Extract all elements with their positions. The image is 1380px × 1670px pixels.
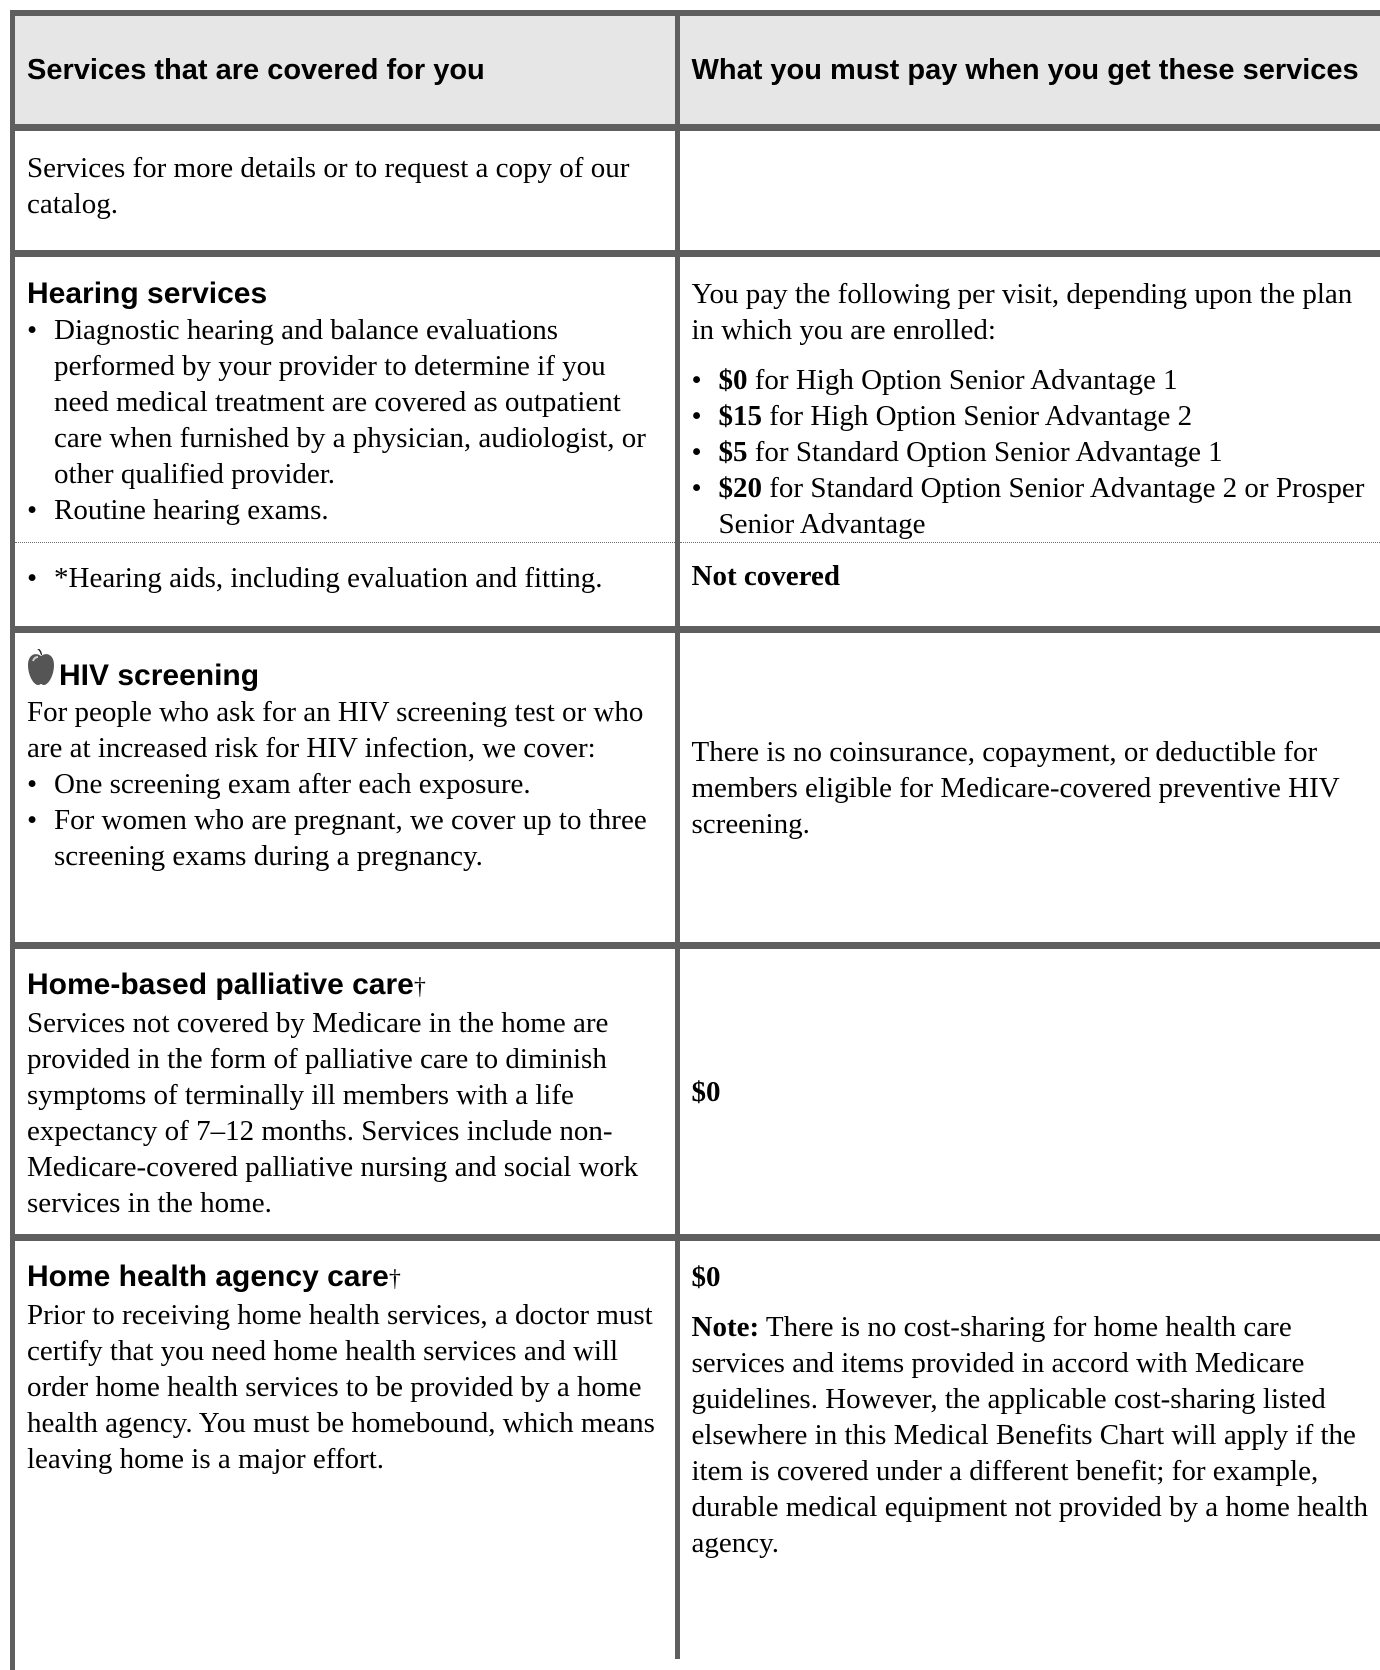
hearing-pay-cell — [677, 254, 1380, 543]
palliative-pay-cell — [677, 946, 1380, 1238]
hearing-title: Hearing services — [27, 276, 665, 312]
table-row-palliative — [15, 946, 1380, 1238]
list-item — [719, 434, 1380, 470]
hearing-aids-pay-cell — [677, 543, 1380, 630]
home-health-cell — [15, 1238, 677, 1660]
home-health-note — [692, 1309, 1380, 1561]
hearing-pay-intro: You pay the following per visit, depending upon the plan in which you are enrolled: — [692, 276, 1380, 348]
pay-amount: $5 — [719, 436, 748, 468]
table-row-hearing — [15, 254, 1380, 543]
list-item: • Diagnostic hearing and balance evaluations performed by your provider to determine if you need medical treatment are covered as outpatient care when furnished by a physician, audiologist, or other qualified provider. — [54, 312, 665, 492]
hearing-pay-list — [692, 362, 1380, 542]
pay-amount: $20 — [719, 472, 763, 504]
note-text: There is no cost-sharing for home health care services and items provided in accord with Medicare guidelines. However, the applicable cost-sharing listed elsewhere in this Medical Benefits Chart will apply if the item is covered under a different benefit; for example, durable medical equipment not provided by a home health agency. — [692, 1311, 1368, 1559]
hiv-pay-cell — [677, 630, 1380, 946]
pay-amount: $15 — [719, 400, 763, 432]
home-health-pay-cell — [677, 1238, 1380, 1660]
home-health-pay: $0 — [692, 1261, 721, 1293]
continuation-text: Services for more details or to request a copy of our catalog. — [27, 150, 665, 222]
pay-plan: for High Option Senior Advantage 2 — [762, 400, 1192, 432]
list-item — [719, 470, 1380, 542]
hearing-aids-cell — [15, 543, 677, 630]
continuation-cell — [15, 128, 677, 254]
list-item: • Routine hearing exams. — [54, 492, 665, 528]
pay-amount: $0 — [719, 364, 748, 396]
continuation-pay-cell — [677, 128, 1380, 254]
hiv-pay: There is no coinsurance, copayment, or deductible for members eligible for Medicare-covered preventive HIV screening. — [692, 734, 1380, 842]
table-row-hiv — [15, 630, 1380, 946]
hearing-bullets — [27, 312, 665, 528]
list-item — [719, 362, 1380, 398]
benefits-table — [15, 16, 1380, 1659]
hearing-cell — [15, 254, 677, 543]
header-payment: What you must pay when you get these services — [677, 16, 1380, 128]
hearing-aids-bullets — [27, 560, 665, 596]
list-item: • *Hearing aids, including evaluation and fitting. — [54, 560, 665, 596]
list-item: • One screening exam after each exposure. — [54, 766, 665, 802]
hiv-intro: For people who ask for an HIV screening test or who are at increased risk for HIV infection, we cover: — [27, 694, 665, 766]
list-item: • For women who are pregnant, we cover up to three screening exams during a pregnancy. — [54, 802, 665, 874]
home-health-dagger: † — [389, 1266, 401, 1292]
home-health-title-line — [27, 1259, 665, 1297]
hiv-title-line — [27, 649, 665, 694]
palliative-cell — [15, 946, 677, 1238]
header-services: Services that are covered for you — [15, 16, 677, 128]
palliative-body: Services not covered by Medicare in the home are provided in the form of palliative care to diminish symptoms of terminally ill members with a life expectancy of 7–12 months. Services include non-Medicare-covered palliative nursing and social work services in the home. — [27, 1005, 665, 1221]
palliative-title-line — [27, 967, 665, 1005]
hearing-aids-pay: Not covered — [692, 560, 840, 592]
home-health-title: Home health agency care — [27, 1260, 389, 1293]
note-label: Note: — [692, 1311, 760, 1343]
apple-icon — [27, 649, 55, 689]
hiv-bullets — [27, 766, 665, 874]
benefits-chart-page — [10, 10, 1380, 1670]
palliative-pay: $0 — [692, 1076, 721, 1108]
home-health-body: Prior to receiving home health services, a doctor must certify that you need home health services and will order home health services to be provided by a home health agency. You must be homebound, which means leaving home is a major effort. — [27, 1297, 665, 1477]
pay-plan: for High Option Senior Advantage 1 — [748, 364, 1178, 396]
list-item — [719, 398, 1380, 434]
hiv-cell — [15, 630, 677, 946]
palliative-dagger: † — [414, 974, 426, 1000]
palliative-title: Home-based palliative care — [27, 968, 414, 1001]
table-row-hearing-aids — [15, 543, 1380, 630]
pay-plan: for Standard Option Senior Advantage 1 — [748, 436, 1223, 468]
pay-plan: for Standard Option Senior Advantage 2 or Prosper Senior Advantage — [719, 472, 1365, 540]
table-header-row — [15, 16, 1380, 128]
table-row-continuation — [15, 128, 1380, 254]
hiv-title: HIV screening — [59, 659, 259, 692]
table-row-home-health — [15, 1238, 1380, 1660]
